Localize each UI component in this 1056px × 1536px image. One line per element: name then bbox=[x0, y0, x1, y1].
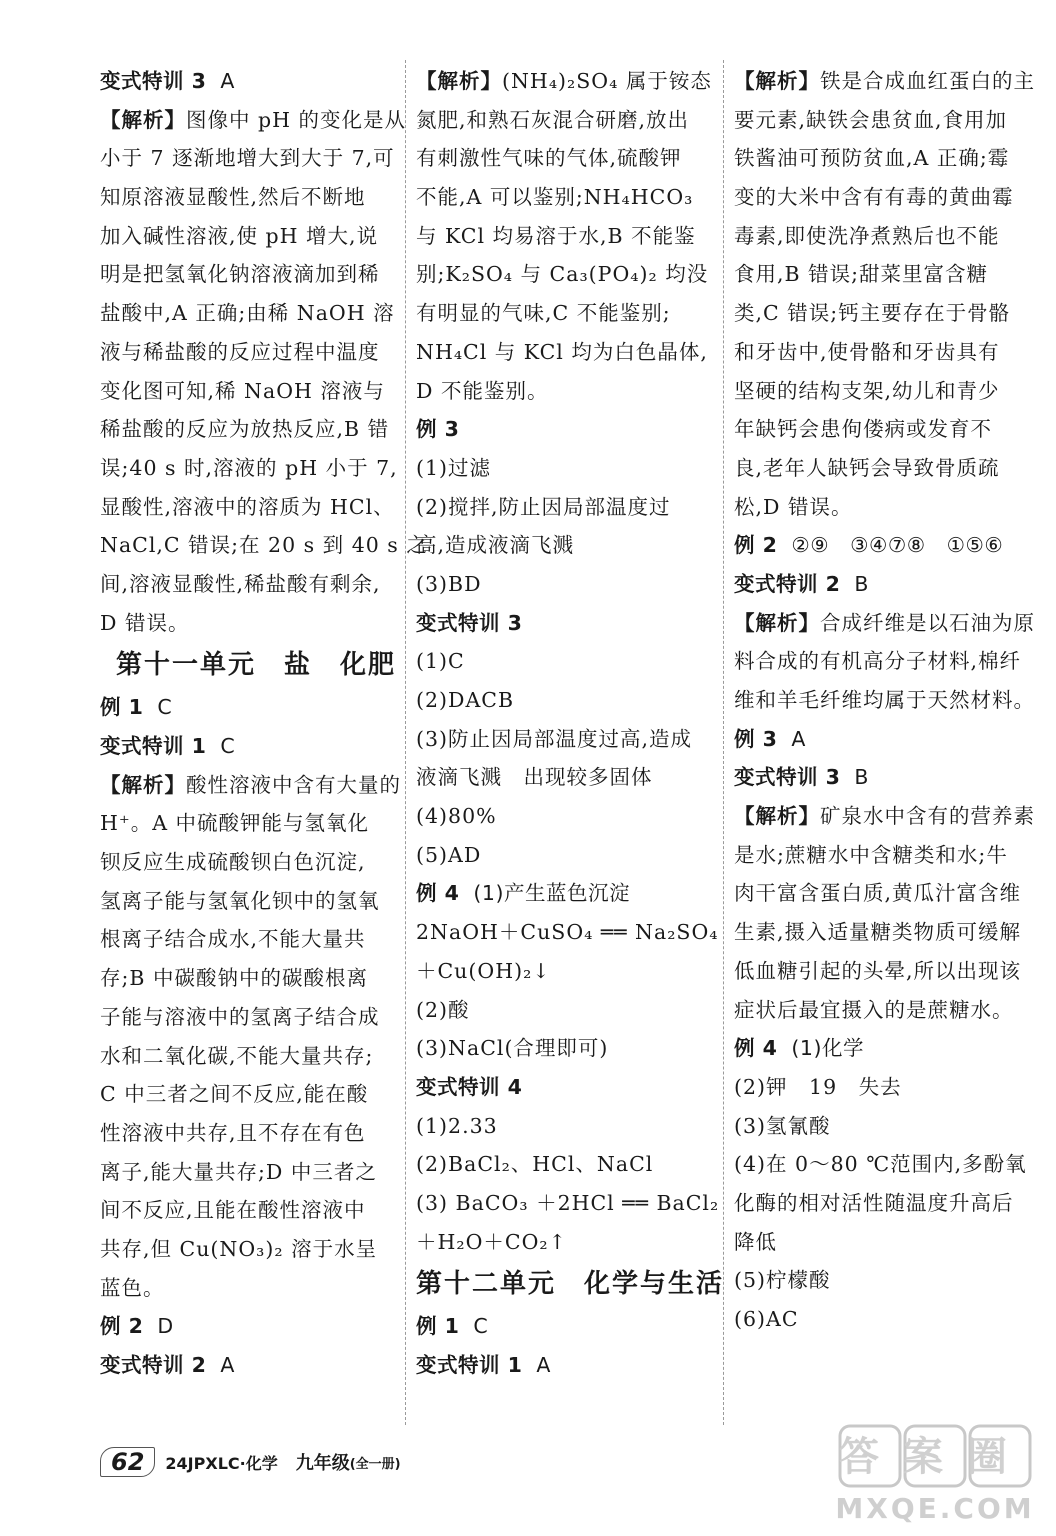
line-text: 变的大米中含有有毒的黄曲霉 bbox=[734, 185, 1014, 210]
answer-line bbox=[416, 874, 716, 913]
text-line bbox=[100, 101, 407, 140]
text-line bbox=[416, 1029, 716, 1068]
answer-label: 变式特训 3 bbox=[416, 610, 523, 635]
line-text: 存;B 中碳酸钠中的碳酸根离 bbox=[100, 966, 368, 991]
line-text: (2)钾 19 失去 bbox=[734, 1074, 902, 1099]
text-line bbox=[100, 959, 395, 998]
line-text: C 中三者之间不反应,能在酸 bbox=[100, 1082, 369, 1107]
line-text: 共存,但 Cu(NO₃)₂ 溶于水呈 bbox=[100, 1236, 378, 1261]
answer-line bbox=[734, 720, 1034, 759]
text-line bbox=[100, 217, 395, 256]
answer-value: B bbox=[854, 571, 869, 596]
text-line bbox=[416, 178, 716, 217]
line-text: (1)C bbox=[416, 649, 465, 674]
line-text: 坚硬的结构支架,幼儿和青少 bbox=[734, 378, 1000, 403]
line-text: 有刺激性气味的气体,硫酸钾 bbox=[416, 146, 682, 171]
line-text: 根离子结合成水,不能大量共 bbox=[100, 927, 366, 952]
line-text: 间不反应,且能在酸性溶液中 bbox=[100, 1198, 366, 1223]
column-divider bbox=[405, 60, 406, 1425]
line-text: 明是把氢氧化钠溶液滴加到稀 bbox=[100, 262, 380, 287]
line-text: 钡反应生成硫酸钡白色沉淀, bbox=[100, 850, 366, 875]
line-text: 子能与溶液中的氢离子结合成 bbox=[100, 1004, 380, 1029]
text-line bbox=[734, 952, 1034, 991]
line-text: (6)AC bbox=[734, 1307, 799, 1331]
answer-label: 变式特训 3 bbox=[734, 765, 841, 790]
grade-label: 九年级 bbox=[295, 1453, 350, 1474]
text-line bbox=[416, 217, 716, 256]
text-line bbox=[100, 333, 395, 372]
answer-label: 变式特训 2 bbox=[734, 571, 841, 596]
answer-value: C bbox=[157, 695, 173, 720]
line-text: (2)BaCl₂、HCl、NaCl bbox=[416, 1152, 654, 1177]
line-text: (4)80% bbox=[416, 804, 497, 829]
line-text: 稀盐酸的反应为放热反应,B 错 bbox=[100, 417, 390, 442]
line-text: 不能,A 可以鉴别;NH₄HCO₃ bbox=[416, 185, 694, 210]
analysis-tag: 【解析】 bbox=[100, 772, 186, 797]
page-number: 62 bbox=[100, 1447, 155, 1477]
text-line bbox=[100, 1269, 395, 1308]
line-text: 降低 bbox=[734, 1229, 777, 1254]
line-text: 铁是合成血红蛋白的主 bbox=[820, 69, 1035, 93]
line-text: 蓝色。 bbox=[100, 1275, 165, 1300]
text-line bbox=[100, 1153, 395, 1192]
line-text: 铁酱油可预防贫血,A 正确;霉 bbox=[734, 146, 1010, 171]
text-line bbox=[100, 139, 395, 178]
text-line bbox=[734, 410, 1034, 449]
text-line bbox=[734, 255, 1034, 294]
text-line bbox=[416, 294, 716, 333]
line-text: 2NaOH＋CuSO₄ ══ Na₂SO₄ bbox=[416, 920, 719, 945]
text-line bbox=[734, 372, 1034, 411]
line-text: 别;K₂SO₄ 与 Ca₃(PO₄)₂ 均没 bbox=[416, 262, 709, 287]
text-line bbox=[100, 1037, 395, 1076]
answer-line bbox=[416, 1307, 716, 1346]
unit-heading: 第十一单元 盐 化肥 bbox=[116, 650, 397, 681]
answer-label: 例 1 bbox=[100, 695, 144, 720]
line-text: 低血糖引起的头晕,所以出现该 bbox=[734, 958, 1022, 983]
answer-line bbox=[416, 1346, 716, 1385]
watermark-url: MXQE.COM bbox=[835, 1492, 1035, 1525]
text-line bbox=[734, 217, 1034, 256]
line-text: 氮肥,和熟石灰混合研磨,放出 bbox=[416, 107, 690, 132]
line-text: 化酶的相对活性随温度升高后 bbox=[734, 1190, 1014, 1215]
analysis-tag: 【解析】 bbox=[100, 107, 186, 132]
text-line bbox=[416, 1107, 716, 1146]
line-text: 类,C 错误;钙主要存在于骨骼 bbox=[734, 301, 1011, 326]
text-line bbox=[734, 1107, 1034, 1146]
line-text: (2)DACB bbox=[416, 688, 515, 712]
text-line bbox=[734, 178, 1034, 217]
line-text: 食用,B 错误;甜菜里富含糖 bbox=[734, 262, 989, 287]
answer-label: 变式特训 2 bbox=[100, 1353, 207, 1377]
text-line bbox=[416, 836, 716, 875]
text-line bbox=[416, 565, 716, 604]
text-line bbox=[416, 101, 716, 140]
line-text: 性溶液中共存,且不存在有色 bbox=[100, 1120, 366, 1145]
answer-line bbox=[734, 758, 1034, 797]
text-line bbox=[416, 372, 716, 411]
text-line bbox=[416, 333, 716, 372]
text-line bbox=[734, 642, 1034, 681]
answer-value: (1)产生蓝色沉淀 bbox=[473, 881, 630, 906]
line-text: (2)搅拌,防止因局部温度过 bbox=[416, 494, 671, 519]
line-text: 液与稀盐酸的反应过程中温度 bbox=[100, 339, 380, 364]
text-line bbox=[734, 101, 1034, 140]
line-text: 矿泉水中含有的营养素 bbox=[820, 804, 1035, 829]
answer-line bbox=[416, 410, 716, 449]
analysis-tag: 【解析】 bbox=[416, 69, 502, 93]
line-text: (1)2.33 bbox=[416, 1113, 498, 1138]
text-line bbox=[416, 449, 716, 488]
text-line bbox=[734, 1184, 1034, 1223]
line-text: 料合成的有机高分子材料,棉纤 bbox=[734, 649, 1022, 674]
line-text: D 错误。 bbox=[100, 610, 190, 635]
line-text: 合成纤维是以石油为原 bbox=[820, 610, 1035, 635]
text-line bbox=[100, 449, 398, 488]
answer-label: 例 4 bbox=[734, 1036, 778, 1061]
answer-label: 例 3 bbox=[734, 726, 778, 751]
text-line bbox=[416, 1184, 720, 1223]
answer-value: C bbox=[473, 1314, 489, 1339]
text-line bbox=[416, 62, 716, 101]
line-text: 显酸性,溶液中的溶质为 HCl、 bbox=[100, 494, 395, 519]
text-line bbox=[100, 1191, 395, 1230]
column-divider bbox=[723, 60, 724, 1425]
text-line bbox=[734, 836, 1034, 875]
text-line bbox=[100, 766, 401, 805]
line-text: 氢离子能与氢氧化钡中的氢氧 bbox=[100, 888, 380, 913]
line-text: 与 KCl 均易溶于水,B 不能鉴 bbox=[416, 223, 696, 248]
text-line bbox=[100, 882, 395, 921]
answer-value: D bbox=[157, 1314, 174, 1339]
line-text: 水和二氧化碳,不能大量共存; bbox=[100, 1043, 374, 1068]
text-line bbox=[100, 255, 395, 294]
text-line bbox=[734, 62, 1034, 101]
line-text: 良,老年人缺钙会导致骨质疏 bbox=[734, 455, 1000, 480]
line-text: D 不能鉴别。 bbox=[416, 378, 549, 403]
answer-column-1 bbox=[100, 62, 428, 1385]
text-line bbox=[100, 1230, 395, 1269]
text-line bbox=[734, 139, 1034, 178]
answer-label: 例 2 bbox=[734, 533, 778, 558]
book-code: 24JPXLC·化学 bbox=[165, 1453, 278, 1473]
watermark-logo bbox=[830, 1418, 1040, 1528]
line-text: (3)防止因局部温度过高,造成 bbox=[416, 726, 693, 751]
analysis-tag: 【解析】 bbox=[734, 69, 820, 93]
line-text: (1)过滤 bbox=[416, 455, 492, 480]
line-text: 图像中 pH 的变化是从 bbox=[186, 107, 407, 132]
line-text: 酸性溶液中含有大量的 bbox=[186, 772, 401, 797]
answer-label: 例 1 bbox=[416, 1314, 460, 1339]
text-line bbox=[100, 998, 395, 1037]
text-line bbox=[734, 449, 1034, 488]
answer-value: A bbox=[220, 1353, 235, 1377]
text-line bbox=[100, 804, 395, 843]
text-line bbox=[416, 526, 716, 565]
text-line bbox=[734, 1145, 1034, 1184]
line-text: 肉干富含蛋白质,黄瓜汁富含维 bbox=[734, 881, 1022, 906]
analysis-tag: 【解析】 bbox=[734, 610, 820, 635]
answer-value: C bbox=[220, 734, 236, 758]
line-text: ＋Cu(OH)₂↓ bbox=[416, 958, 551, 983]
text-line bbox=[416, 255, 716, 294]
text-line bbox=[734, 913, 1034, 952]
text-line bbox=[734, 1068, 1034, 1107]
text-line bbox=[734, 1223, 1034, 1262]
line-text: 误;40 s 时,溶液的 pH 小于 7, bbox=[100, 455, 398, 480]
answer-label: 变式特训 4 bbox=[416, 1074, 523, 1099]
answer-line bbox=[100, 688, 395, 727]
answer-line bbox=[100, 62, 395, 101]
text-line bbox=[100, 178, 395, 217]
line-text: 间,溶液显酸性,稀盐酸有剩余, bbox=[100, 571, 381, 596]
text-line bbox=[416, 1223, 716, 1262]
text-line bbox=[734, 604, 1034, 643]
text-line bbox=[100, 920, 395, 959]
line-text: (5)AD bbox=[416, 842, 482, 867]
text-line bbox=[734, 488, 1034, 527]
text-line bbox=[416, 720, 716, 759]
text-line bbox=[100, 488, 395, 527]
answer-value: ②⑨ ③④⑦⑧ ①⑤⑥ bbox=[791, 533, 1004, 558]
text-line bbox=[734, 681, 1034, 720]
answer-label: 例 3 bbox=[416, 417, 460, 442]
answer-column-2 bbox=[416, 62, 725, 1385]
answer-label: 变式特训 3 bbox=[100, 69, 207, 93]
answer-line bbox=[100, 727, 395, 766]
text-line bbox=[416, 758, 716, 797]
answer-label: 变式特训 1 bbox=[100, 734, 207, 758]
text-line bbox=[416, 913, 719, 952]
line-text: 知原溶液显酸性,然后不断地 bbox=[100, 185, 366, 210]
volume-label: (全一册) bbox=[349, 1456, 401, 1472]
text-line bbox=[734, 333, 1034, 372]
text-line bbox=[100, 604, 395, 643]
text-line bbox=[734, 294, 1034, 333]
text-line bbox=[734, 1261, 1034, 1300]
text-line bbox=[100, 843, 395, 882]
analysis-tag: 【解析】 bbox=[734, 804, 820, 829]
line-text: (3)BD bbox=[416, 571, 482, 596]
text-line bbox=[734, 1300, 1034, 1339]
text-line bbox=[100, 1075, 395, 1114]
answer-value: (1)化学 bbox=[791, 1036, 864, 1061]
text-line bbox=[416, 952, 716, 991]
answer-label: 例 2 bbox=[100, 1314, 144, 1339]
answer-line bbox=[416, 604, 716, 643]
line-text: 高,造成液滴飞溅 bbox=[416, 533, 575, 558]
text-line bbox=[416, 797, 716, 836]
line-text: (3)NaCl(合理即可) bbox=[416, 1036, 609, 1061]
text-line bbox=[734, 991, 1034, 1030]
answer-column-3 bbox=[734, 62, 1034, 1339]
text-line bbox=[100, 372, 395, 411]
text-line bbox=[100, 410, 395, 449]
answer-value: A bbox=[220, 69, 235, 93]
page-footer bbox=[100, 1442, 401, 1482]
answer-line bbox=[734, 565, 1034, 604]
line-text: 松,D 错误。 bbox=[734, 494, 853, 519]
line-text: (3) BaCO₃ ＋2HCl ══ BaCl₂ bbox=[416, 1190, 720, 1215]
line-text: 症状后最宜摄入的是蔗糖水。 bbox=[734, 997, 1014, 1022]
answer-value: B bbox=[854, 765, 869, 790]
line-text: 要元素,缺铁会患贫血,食用加 bbox=[734, 107, 1008, 132]
text-line bbox=[416, 991, 716, 1030]
text-line bbox=[734, 797, 1034, 836]
answer-value: A bbox=[536, 1353, 551, 1377]
text-line bbox=[100, 1114, 395, 1153]
text-line bbox=[734, 874, 1034, 913]
line-text: 生素,摄入适量糖类物质可缓解 bbox=[734, 920, 1022, 945]
line-text: 变化图可知,稀 NaOH 溶液与 bbox=[100, 378, 385, 403]
unit-heading: 第十二单元 化学与生活 bbox=[416, 1269, 725, 1300]
line-text: 和牙齿中,使骨骼和牙齿具有 bbox=[734, 339, 1000, 364]
text-line bbox=[416, 681, 716, 720]
line-text: 盐酸中,A 正确;由稀 NaOH 溶 bbox=[100, 301, 395, 326]
line-text: (4)在 0～80 ℃范围内,多酚氧 bbox=[734, 1152, 1027, 1177]
watermark-title: 答案圈 bbox=[839, 1434, 1031, 1480]
line-text: NH₄Cl 与 KCl 均为白色晶体, bbox=[416, 339, 708, 364]
line-text: ＋H₂O＋CO₂↑ bbox=[416, 1229, 567, 1254]
line-text: (3)氢氰酸 bbox=[734, 1113, 831, 1138]
answer-line bbox=[100, 1346, 395, 1385]
line-text: 小于 7 逐渐地增大到大于 7,可 bbox=[100, 146, 395, 171]
text-line bbox=[416, 1145, 716, 1184]
text-line bbox=[416, 488, 716, 527]
answer-line bbox=[734, 526, 1034, 565]
line-text: 离子,能大量共存;D 中三者之 bbox=[100, 1159, 377, 1184]
text-line bbox=[416, 139, 716, 178]
line-text: 有明显的气味,C 不能鉴别; bbox=[416, 301, 671, 326]
line-text: (2)酸 bbox=[416, 997, 470, 1022]
line-text: (5)柠檬酸 bbox=[734, 1268, 831, 1293]
text-line bbox=[100, 565, 395, 604]
text-line bbox=[100, 294, 395, 333]
line-text: NaCl,C 错误;在 20 s 到 40 s 之 bbox=[100, 533, 428, 558]
line-text: (NH₄)₂SO₄ 属于铵态 bbox=[502, 69, 712, 93]
answer-line bbox=[416, 1068, 716, 1107]
line-text: H⁺。A 中硫酸钾能与氢氧化 bbox=[100, 811, 370, 836]
line-text: 加入碱性溶液,使 pH 增大,说 bbox=[100, 223, 379, 248]
line-text: 维和羊毛纤维均属于天然材料。 bbox=[734, 688, 1035, 712]
line-text: 液滴飞溅 出现较多固体 bbox=[416, 765, 653, 790]
text-line bbox=[416, 642, 716, 681]
answer-line bbox=[100, 1307, 395, 1346]
answer-label: 例 4 bbox=[416, 881, 460, 906]
text-line bbox=[100, 526, 428, 565]
answer-label: 变式特训 1 bbox=[416, 1353, 523, 1377]
line-text: 年缺钙会患佝偻病或发育不 bbox=[734, 417, 992, 442]
line-text: 毒素,即使洗净煮熟后也不能 bbox=[734, 223, 1000, 248]
answer-line bbox=[734, 1029, 1034, 1068]
line-text: 是水;蔗糖水中含糖类和水;牛 bbox=[734, 842, 1008, 867]
answer-value: A bbox=[791, 726, 806, 751]
